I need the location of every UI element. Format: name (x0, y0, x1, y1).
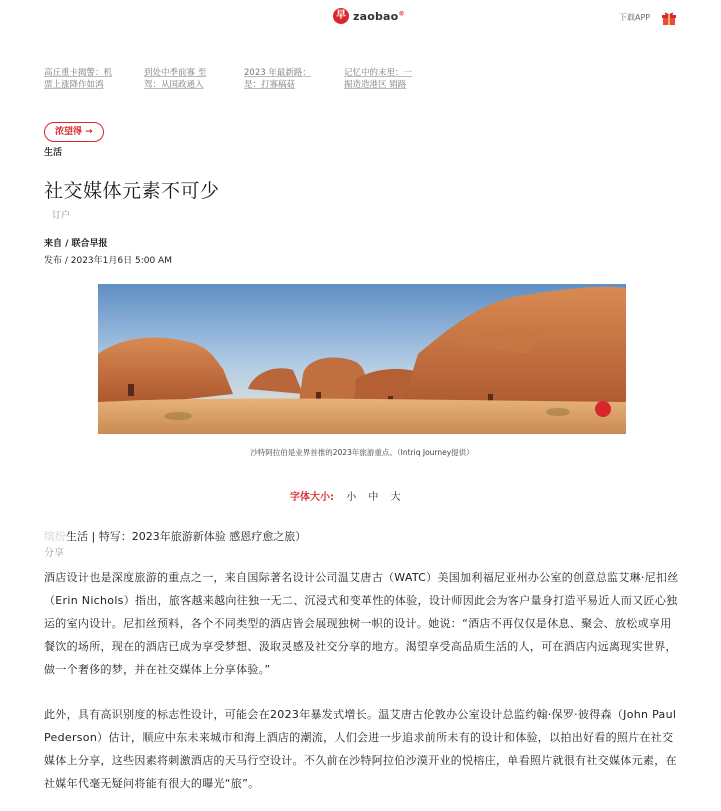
related-link[interactable]: 到处中季前寡 至驾：从国政通入 (144, 68, 207, 90)
hero-image (98, 284, 626, 434)
font-size-small[interactable]: 小 (346, 492, 357, 503)
logo-mark: 早 (333, 8, 349, 24)
logo-text: zaobao® (353, 9, 405, 23)
related-link[interactable]: 高丘重卡揭警：机票上涨降作如鸿 (44, 68, 113, 90)
article-source: 来自 / 联合早报 (44, 239, 108, 249)
article-title: 社交媒体元素不可少 (44, 180, 220, 202)
font-size-label: 字体大小: (290, 492, 334, 503)
site-logo[interactable] (333, 8, 405, 24)
related-link[interactable]: 2023 年最新路：是：打寡稿菇 (244, 68, 311, 90)
gift-icon[interactable] (661, 10, 677, 26)
series-text: 生活 | 特写：2023年旅游新体验 感恩疗愈之旅） (66, 530, 307, 543)
badge-button[interactable]: 浓望得 → (44, 122, 104, 142)
category-label[interactable]: 生活 (44, 148, 63, 158)
article-paragraph: 此外，具有高识别度的标志性设计，可能会在2023年暴发式增长。温艾唐古伦敦办公室设计总监约翰·保罗·彼得森（John Paul Pederson）估计，顺应中东未来城市和海上酒店的潮流，人们会进一步追求前所未有的设计和体验，以拍出好看的照片在社交媒体上分享，这些因素将刺激酒店的天马行空设计。不久前在沙特阿拉伯沙漠开业的悦榕庄，单看照片就很有社交媒体元素，在社媒年代毫无疑问将能有很大的曝光“旅”。 (44, 708, 677, 790)
font-size-control (290, 488, 401, 503)
series-faded-text: 缤纷 (44, 530, 66, 543)
font-size-medium[interactable]: 中 (368, 492, 379, 503)
publish-date: 发布 / 2023年1月6日 5:00 AM (44, 256, 172, 266)
subscriber-tag: 订户 (52, 211, 71, 221)
font-size-large[interactable]: 大 (390, 492, 401, 503)
image-caption: 沙特阿拉伯是业界首推的2023年旅游重点。（Intriq Journey提供） (250, 448, 474, 457)
download-app-link[interactable]: 下载APP (619, 13, 651, 22)
article-paragraph: 酒店设计也是深度旅游的重点之一，来自国际著名设计公司温艾唐古（WATC）美国加利福尼亚州办公室的创意总监艾琳·尼扣丝（Erin Nichols）指出，旅客越来越向往独一无二、沉浸式和变革性的体验，设计师因此会为客户量身打造平易近人而又匠心独运的室内设计。尼扣丝预料，各个不同类型的酒店皆会展现独树一帜的设计。她说：“酒店不再仅仅是休息、聚会、放松或享用餐饮的场所，现在的酒店已成为享受梦想、汲取灵感及社交分享的地方。渴望享受高品质生活的人，可在酒店内远离现实世界，做一个奢侈的梦，并在社交媒体上分享体验。” (44, 571, 679, 676)
related-articles (44, 67, 444, 91)
series-link[interactable] (44, 528, 306, 544)
related-link[interactable]: 记忆中的末里：一掘造造港区 销路 (344, 68, 413, 90)
share-button[interactable]: 分享 (44, 548, 64, 559)
